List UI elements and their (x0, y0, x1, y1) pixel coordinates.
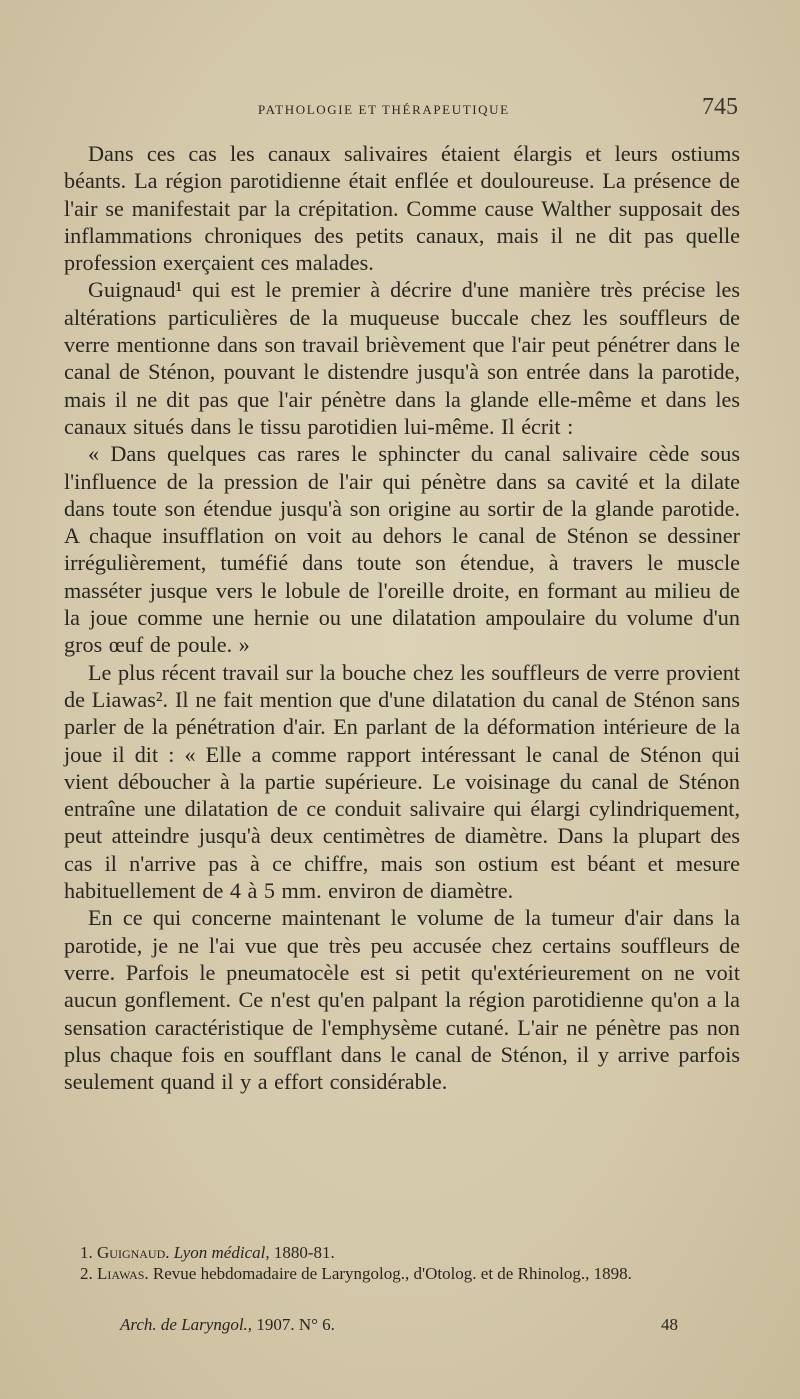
footnote-author: Liawas. (97, 1264, 149, 1283)
paragraph: Le plus récent travail sur la bouche chez les souffleurs de verre provient de Liawas². Il ne fait mention que d'une dilatation du canal de Sténon sans parler de la pénétration d'air. En parlant de la déformation intérieure de la joue il dit : « Elle a comme rapport intéressant le canal de Sténon qui vient déboucher à la partie supérieure. Le voisinage du canal de Sténon entraîne une dilatation de ce conduit salivaire qui élargi cylindriquement, peut atteindre jusqu'à deux centimètres de diamètre. Dans la plupart des cas il n'arrive pas à ce chiffre, mais son ostium est béant et mesure habituellement de 4 à 5 mm. environ de diamètre. (64, 659, 740, 904)
quotation-paragraph: « Dans quelques cas rares le sphincter du canal salivaire cède sous l'influence de la pression de l'air qui pénètre dans sa cavité et la dilate dans toute son étendue jusqu'à son origine au sortir de la glande parotide. A chaque insufflation on voit au dehors le canal de Sténon se dessiner irrégulièrement, tuméfié dans toute son étendue, à travers le muscle masséter jusque vers le lobule de l'oreille droite, en formant au milieu de la joue comme une hernie ou une dilatation ampoulaire du volume d'un gros œuf de poule. » (64, 441, 740, 658)
journal-name: Arch. de Laryngol., (120, 1315, 253, 1334)
page-number: 745 (702, 94, 738, 120)
footnotes (64, 1242, 740, 1284)
sheet-number: 48 (661, 1315, 678, 1334)
signature-line (64, 1315, 740, 1339)
page-header (64, 94, 740, 124)
body-text (64, 140, 740, 1095)
footnote-author: Guignaud. (97, 1243, 170, 1262)
paragraph: Dans ces cas les canaux salivaires étaient élargis et leurs ostiums béants. La région parotidienne était enflée et douloureuse. La présence de l'air se manifestait par la crépitation. Comme cause Walther supposait des inflammations chroniques des petits canaux, mais il ne dit pas quelle profession exerçaient ces malades. (64, 141, 740, 276)
journal-issue: 1907. N° 6. (252, 1315, 335, 1334)
footnote (64, 1242, 740, 1263)
footnote-number: 1. (80, 1243, 93, 1262)
footnote (64, 1263, 740, 1284)
footnote-details: Revue hebdomadaire de Laryngolog., d'Otolog. et de Rhinolog., 1898. (148, 1264, 632, 1283)
running-title: PATHOLOGIE ET THÉRAPEUTIQUE (258, 102, 510, 117)
paragraph: En ce qui concerne maintenant le volume de la tumeur d'air dans la parotide, je ne l'ai vue que très peu accusée chez certains souffleurs de verre. Parfois le pneumatocèle est si petit qu'extérieurement on ne voit aucun gonflement. Ce n'est qu'en palpant la région parotidienne qu'on a la sensation caractéristique de l'emphysème cutané. L'air ne pénètre pas non plus chaque fois en soufflant dans le canal de Sténon, il y arrive parfois seulement quand il y a effort considérable. (64, 905, 740, 1095)
paragraph: Guignaud¹ qui est le premier à décrire d'une manière très précise les altérations particulières de la muqueuse buccale chez les souffleurs de verre mentionne dans son travail brièvement que l'air peut pénétrer dans le canal de Sténon, pouvant le distendre jusqu'à son entrée dans la parotide, mais il ne dit pas que l'air pénètre dans la glande elle-même et dans les canaux situés dans le tissu parotidien lui-même. Il écrit : (64, 277, 740, 439)
footnote-title: Lyon médical, (173, 1243, 270, 1262)
footnote-number: 2. (80, 1264, 93, 1283)
journal-signature (120, 1315, 335, 1335)
footnote-details: 1880-81. (269, 1243, 335, 1262)
